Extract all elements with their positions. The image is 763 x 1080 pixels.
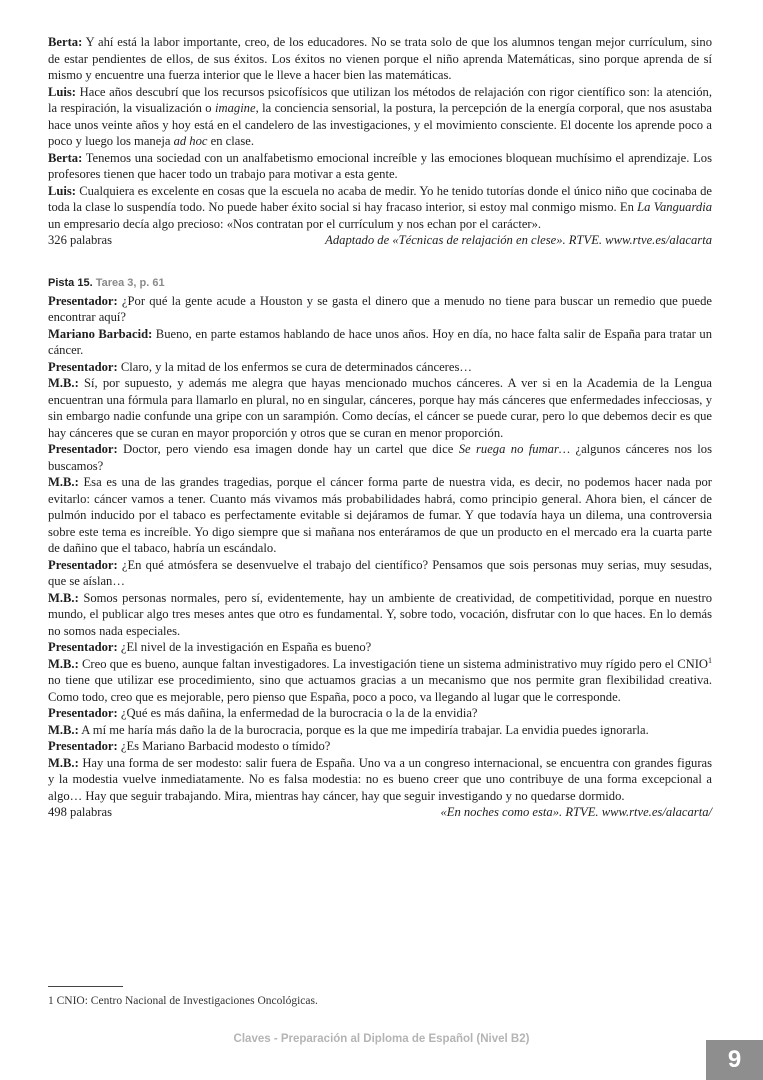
dialogue-paragraph	[48, 656, 712, 706]
dialogue-paragraph	[48, 150, 712, 183]
speaker-label: M.B.:	[48, 376, 79, 390]
italic-term: imagine	[215, 101, 256, 115]
dialogue-paragraph	[48, 639, 712, 656]
word-count: 498 palabras	[48, 805, 112, 819]
speaker-label: M.B.:	[48, 656, 79, 671]
italic-term: ad hoc	[173, 134, 208, 148]
dialogue-text: un empresario decía algo precioso: «Nos contratan por el currículum y nos echan por el carácter».	[48, 216, 542, 231]
page-body	[48, 34, 712, 821]
speaker-label: Mariano Barbacid:	[48, 326, 153, 341]
dialogue-text: ¿El nivel de la investigación en España es bueno?	[117, 640, 372, 654]
dialogue-paragraph	[48, 755, 712, 805]
source-citation: Adaptado de «Técnicas de relajación en clese». RTVE. www.rtve.es/alacarta	[325, 233, 712, 247]
speaker-label: Berta:	[48, 150, 83, 165]
word-count: 326 palabras	[48, 233, 112, 247]
speaker-label: Berta:	[48, 35, 83, 49]
dialogue-paragraph	[48, 183, 712, 233]
dialogue-paragraph	[48, 557, 712, 590]
speaker-label: M.B.:	[48, 475, 79, 489]
speaker-label: Presentador:	[48, 640, 118, 654]
speaker-label: Luis:	[48, 183, 76, 198]
italic-term: Se ruega no fumar…	[458, 442, 571, 456]
track-heading	[48, 275, 712, 291]
dialogue-text: ¿Es Mariano Barbacid modesto o tímido?	[117, 739, 331, 753]
dialogue-paragraph	[48, 34, 712, 84]
dialogue-paragraph	[48, 590, 712, 640]
word-count-line	[48, 232, 712, 249]
dialogue-text: en clase.	[207, 134, 255, 148]
page-number: 9	[706, 1040, 763, 1080]
dialogue-paragraph	[48, 441, 712, 474]
track-number: Pista 15.	[48, 276, 93, 289]
speaker-label: Presentador:	[48, 442, 118, 456]
speaker-label: Luis:	[48, 84, 76, 99]
dialogue-text: ¿Qué es más dañina, la enfermedad de la burocracia o la de la envidia?	[117, 706, 478, 720]
dialogue-paragraph	[48, 738, 712, 755]
dialogue-paragraph	[48, 474, 712, 557]
dialogue-text: , la conciencia sensorial, la postura, la percepción de la energía corporal, que nos asustaba hace unos veinte años y hoy está en el candelero de las investigaciones, y el movimiento consciente. El docente los aprende poco a poco y luego los maneja	[48, 101, 712, 148]
dialogue-text: Claro, y la mitad de los enfermos se cura de determinados cánceres…	[117, 359, 472, 374]
speaker-label: M.B.:	[48, 755, 79, 770]
dialogue-text: Tenemos una sociedad con un analfabetismo emocional increíble y las emociones bloquean muchísimo el aprendizaje. Los profesores tienen que hacer todo un trabajo para motivar a esta gente.	[48, 150, 712, 181]
dialogue-text: Doctor, pero viendo esa imagen donde hay un cartel que dice	[117, 442, 459, 456]
dialogue-text: ¿En qué atmósfera se desenvuelve el trabajo del científico? Pensamos que sois personas muy serias, muy sesudas, que se aíslan…	[48, 557, 712, 588]
italic-term: La Vanguardia	[637, 200, 712, 214]
dialogue-paragraph	[48, 326, 712, 359]
dialogue-text: ¿algunos cánceres nos los buscamos?	[48, 442, 713, 473]
dialogue-text: Bueno, en parte estamos hablando de hace unos años. Hoy en día, no hace falta salir de España para tratar un cáncer.	[48, 326, 712, 357]
dialogue-text: no tiene que utilizar ese procedimiento, sino que actuamos gracias a un mecanismo que nos permite gran flexibilidad creativa. Como todo, creo que es mejorable, pero pienso que España, poco a poco, va llegando al lugar que le corresponde.	[48, 673, 712, 704]
speaker-label: M.B.:	[48, 722, 79, 737]
dialogue-text: Sí, por supuesto, y además me alegra que hayas mencionado muchos cánceres. A ver si en la Academia de la Lengua encuentran una fórmula para llamarlo en plural, no en singular, cánceres, porque hay más cánceres que enfermedades infecciosas, y sin embargo nadie confunde una gripe con un sarampión. Como decías, el cáncer se puede curar, pero lo que debemos decir es que hay cánceres que se curan en mayor proporción y otros que se curan en menor proporción.	[48, 376, 712, 440]
source-citation: «En noches como esta». RTVE. www.rtve.es/alacarta/	[440, 805, 712, 819]
task-reference: Tarea 3, p. 61	[95, 276, 165, 289]
dialogue-text: ¿Por qué la gente acude a Houston y se gasta el dinero que a menudo no tiene para buscar un remedio que puede encontrar aquí?	[48, 293, 712, 324]
speaker-label: Presentador:	[48, 706, 118, 720]
dialogue-paragraph	[48, 293, 712, 326]
dialogue-text: Y ahí está la labor importante, creo, de los educadores. No se trata solo de que los alumnos tengan mejor currículum, sino de estar pendientes de ellos, de sus éxitos. Los éxitos no vienen porque el niño aprenda Matemáticas, sino porque aprenda de sí mismo y encuentre una fuerza interior que le lleve a hacer bien las matemáticas.	[48, 35, 712, 82]
dialogue-paragraph	[48, 375, 712, 441]
footnote: 1 CNIO: Centro Nacional de Investigaciones Oncológicas.	[48, 995, 318, 1007]
word-count-line	[48, 804, 712, 821]
dialogue-text: A mí me haría más daño la de la burocracia, porque es la que me impediría trabajar. La envidia puedes ignorarla.	[78, 722, 649, 737]
footnote-divider	[48, 986, 123, 987]
dialogue-text: Hace años descubrí que los recursos psicofísicos que utilizan los métodos de relajación con rigor científico son: la atención, la respiración, la visualización o	[48, 84, 712, 115]
dialogue-paragraph	[48, 84, 712, 150]
dialogue-paragraph	[48, 722, 712, 739]
footnote-marker: 1	[708, 655, 712, 665]
speaker-label: Presentador:	[48, 557, 118, 572]
speaker-label: Presentador:	[48, 293, 118, 308]
speaker-label: M.B.:	[48, 590, 79, 605]
speaker-label: Presentador:	[48, 739, 118, 753]
dialogue-text: Hay una forma de ser modesto: salir fuera de España. Uno va a un congreso internacional, se encuentra con grandes figuras y la modestia vuelve inmediatamente. No es falsa modestia: no es bueno creer que uno contribuye de una forma excepcional a algo… Hay que seguir trabajando. Mira, mientras hay cáncer, hay que seguir investigando y no quedarse dormido.	[48, 755, 712, 803]
footer-title: Claves - Preparación al Diploma de Español (Nivel B2)	[233, 1033, 530, 1045]
dialogue-text: Cualquiera es excelente en cosas que la escuela no acaba de medir. Yo he tenido tutorías donde el único niño que cocinaba de toda la clase lo suspendía todo. No puede haber éxito social si hay fracaso interior, si estoy mal conmigo mismo. En	[48, 183, 712, 214]
dialogue-text: Esa es una de las grandes tragedias, porque el cáncer forma parte de nuestra vida, es decir, no podemos hacer nada por evitarlo: cáncer vamos a tener. Cuanto más vivamos más probabilidades habrá, como principio general. Ahora bien, el cáncer de pulmón inducido por el tabaco es perfectamente evitable si dejáramos de fumar. Y que todavía haya un dilema, una controversia sobre este tema es increíble. Yo digo siempre que si mañana nos enteráramos de que un producto en el mercado era la cuarta parte de dañino que el tabaco, habría un escándalo.	[48, 475, 712, 555]
dialogue-paragraph	[48, 705, 712, 722]
dialogue-text: Somos personas normales, pero sí, evidentemente, hay un ambiente de creatividad, de competitividad, porque en nuestro mundo, el publicar algo tres meses antes que otro es fundamental. Y, sobre todo, vocación, disfrutar con lo que haces. En lo demás no somos nada especiales.	[48, 590, 712, 638]
dialogue-text: Creo que es bueno, aunque faltan investigadores. La investigación tiene un sistema administrativo muy rígido pero el CNIO	[78, 656, 708, 671]
dialogue-paragraph	[48, 359, 712, 376]
speaker-label: Presentador:	[48, 359, 118, 374]
